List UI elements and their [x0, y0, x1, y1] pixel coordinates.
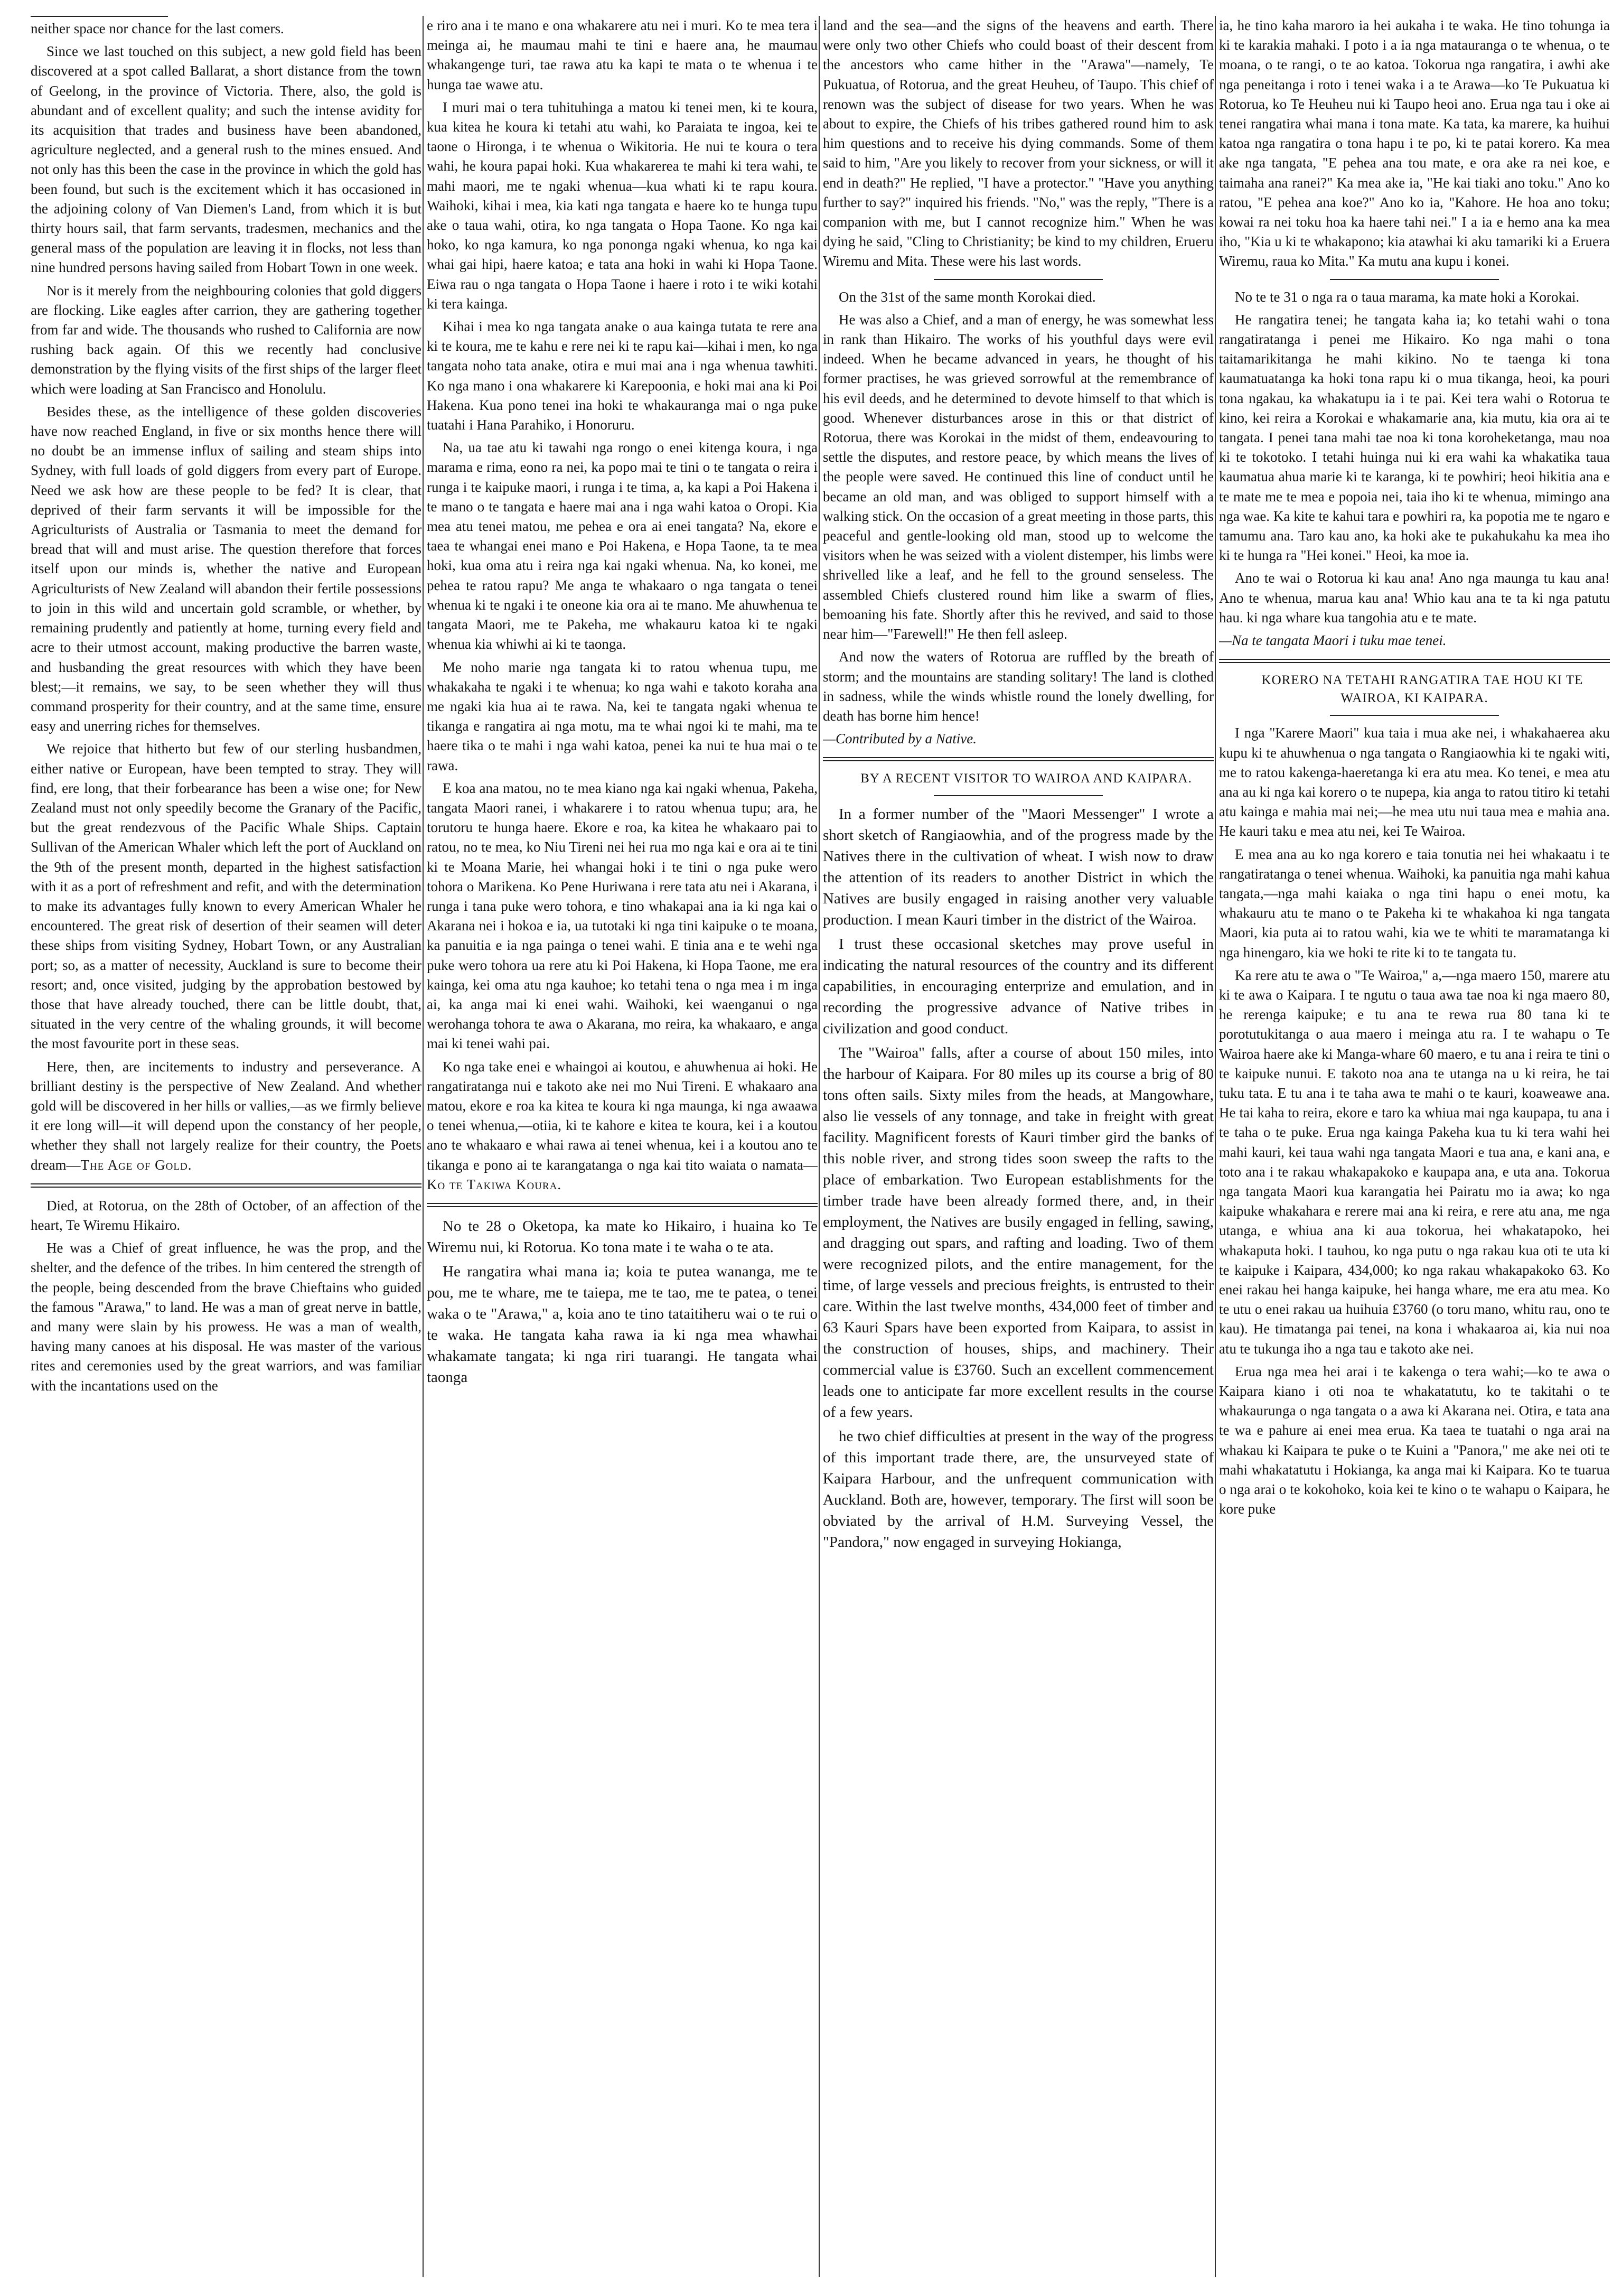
column-rule [819, 16, 820, 2277]
short-rule [934, 795, 1103, 796]
short-rule [1330, 279, 1499, 280]
obituary-heading-text: Died, at Rotorua, on the 28th of October, of an affection of the heart, Te Wiremu Hikairo. [31, 1197, 421, 1233]
article-text: land and the sea—and the signs of the heavens and earth. There were only two other Chiefs who could boast of their descent from the ancestors who came hither in the "Arawa"—namely, Te Pukuatua, of Rotorua, and the great Heuheu, of Taupo. This chief of renown was the subject of disease for two years. When he was about to expire, the Chiefs of his tribes gathered round him to ask him questions and to receive his dying commands. Some of them said to him, "Are you likely to recover from your sickness, or will it end in death?" He replied, "I have a protector." "Have you anything further to say?" inquired his friends. "No," was the reply, "There is a companion with me, but I cannot recognize him." When he was dying he said, "Cling to Christianity; be kind to my children, Erueru Wiremu and Mita. These were his last words. [823, 17, 1214, 269]
article-text: I muri mai o tera tuhituhinga a matou ki tenei men, ki te koura, kua kitea he koura ki tetahi atu wahi, ko Paraiata te ingoa, kei te taone o Hironga, i te whenua o Wikitoria. He nui te koura o tera wahi, he koura papai hoki. Kua whakarerea te mahi ki tera wahi, te mahi maori, me te ngaki whenua—kua whati ki te rapu koura. Waihoki, kihai i mea, kia kati nga tangata e haere ko te hunga tupu ake o taua wahi, otira, ko nga tangata o Hopa Taone. Ko nga kai hoko, ko nga kamura, ko nga pononga ngaki whenua, ko nga kai whai gai hipi, haere katoa; e tata ana hoki in wahi ki Hopa Taone. Eiwa rau o nga tangata o Hopa Taone i haere i roto i te wiki kotahi ki tera kainga. [427, 99, 818, 312]
section-heading: BY A RECENT VISITOR TO WAIROA AND KAIPARA. [860, 771, 1192, 786]
section-heading: KORERO NA TETAHI RANGATIRA TAE HOU KI TE WAIROA, KI KAIPARA. [1261, 673, 1583, 706]
article-text: ia, he tino kaha maroro ia hei aukaha i te waka. He tino tohunga ia ki te karakia mahaki. I poto i a ia nga matauranga o te whenua, o te moana, o te rangi, o te ao katoa. Tokorua nga rangatira, i awhi ake nga peneitanga i roto i tenei waka i a te Arawa—ko Te Pukuatua ki Rotorua, ko Te Heuheu nui ki Taupo heoi ano. Erua nga tau i oke ai tenei rangatira whai mana i tona mate. Ka tata, ka marere, ka huihui katoa nga rangatira o tona hapu i te po, ki te patai korero. Ka mea ake nga tangata, "E pehea ana tou mate, e ora ake ra nei koe, e taimaha ana ranei?" Ka mea ake ia, "He kai tiaki ano toku." Ano ko ratou, "E pehea ana koe?" Ano ko ia, "Kahore. He hoa ano toku; kowai ra nei toku hoa ka haere tahi nei." I a ia e hemo ana ka mea iho, "Kia u ki te whakapono; kia atawhai ki aku tamariki ki a Eruera Wiremu, raua ko Mita." Ka mutu ana kupu i konei. [1219, 17, 1610, 269]
column-4 [1219, 16, 1610, 2277]
section-divider [31, 1183, 421, 1188]
article-text: On the 31st of the same month Korokai died. [839, 288, 1096, 305]
article-text: e riro ana i te mano e ona whakarere atu nei i muri. Ko te mea tera i meinga ai, he maumau mahi te tini e haere ana, he maumau whakangenge turi, tae rawa atu ka kapi te mata o te whenua i te hunga tae wawe atu. [427, 17, 818, 92]
article-text [31, 1057, 421, 1175]
column-2 [427, 16, 818, 2277]
article-text: He was a Chief of great influence, he was the prop, and the shelter, and the defence of the tribes. In him centered the strength of the people, being descended from the brave Chieftains who guided the famous "Arawa," to land. He was a man of great nerve in battle, and many were slain by his prowess. He was a man of wealth, having many canoes at his disposal. He was master of the various rites and ceremonies used by the great warriors, and was familiar with the incantations used on the [31, 1240, 421, 1394]
article-text: Me noho marie nga tangata ki to ratou whenua tupu, me whakakaha te ngaki i te whenua; ko nga wahi e takoto koraha ana me ngaki kia hua ai te rawa. Na, kei te tangata ngaki whenua te tikanga e rangatira ai nga motu, ma te whai ngoi ki te mahi, ma te haere tika o te mahi i nga wahi katoa, penei ka nui te hua mai o te rawa. [427, 659, 818, 773]
article-text: No te te 31 o nga ra o taua marama, ka mate hoki a Korokai. [1235, 288, 1580, 305]
article-text: Nor is it merely from the neighbouring colonies that gold diggers are flocking. Like eagles after carrion, they are gathering together from far and wide. The thousands who rushed to California are now rushing back again. Of this we recently had conclusive demonstration by the flying visits of the first ships of the larger fleet which were loading at San Francisco and Honolulu. [31, 282, 421, 397]
article-text: He was also a Chief, and a man of energy, he was somewhat less in rank than Hikairo. The works of his youthful days were evil indeed. When he became advanced in years, he thought of his former practises, he was grieved sorrowful at the remembrance of his evil deeds, and he determined to devote himself to that which is good. Whenever disturbances arose in this or that district of Rotorua, there was Korokai in the midst of them, endeavouring to settle the disputes, and restore peace, by which means the lives of the people were saved. He continued this line of conduct until he became an old man, and was obliged to support himself with a walking stick. On the occasion of a great meeting in those parts, this peaceful and gentle-looking old man, stood up to welcome the visitors when he was seized with a violent distemper, his limbs were shrivelled like a leaf, and he fell to the ground senseless. The assembled Chiefs clustered round him like a swarm of flies, bemoaning his fate. Shortly after this he revived, and said to those near him—"Farewell!" He then fell asleep. [823, 311, 1214, 642]
article-text: neither space nor chance for the last comers. [31, 21, 284, 36]
column-3 [823, 16, 1214, 2277]
article-signature: Ko te Takiwa Koura. [427, 1176, 562, 1192]
article-text: Na, ua tae atu ki tawahi nga rongo o enei kitenga koura, i nga marama e rima, eono ra nei, ka popo mai te tini o te tangata o reira i runga i te kaipuke maori, i runga i te tima, a, ka kapi a Poi Hakena i te mano o te tangata e haere mai ana i nga wahi katoa o Oropi. Kia mea atu tenei matou, me pehea e ora ai enei tangata? Na, ekore e taea te whangai enei mano e Poi Hakena, e Hopa Taone, ta te mea hoki, kua oma atu i reira nga kai ngaki whenua. Na, ko konei, me pehea te ratou rapu? Me anga te whakaaro o nga tangata o tenei whenua ki te ngaki i te oneone kia ora ai te mano. Me ahuwhenua te tangata Maori, me te Pakeha, me whakauru katoa ki te ngaki whenua kia whiwhi ai ki te taonga. [427, 440, 818, 652]
section-divider [427, 1203, 818, 1207]
article-text-body: Ko nga take enei e whaingoi ai koutou, e ahuwhenua ai hoki. He rangatiratanga nui e takoto ake nei mo Nui Tireni. E whakaaro ana matou, ekore e roa ka kitea te koura ki nga maunga, ki nga awaawa o tenei whenua,—otiia, ki te kahore e kitea te koura, kei i a koutou ano te whakaaro e whai rawa ai tenei whenua, kei i a koutou ano te tikanga e pono ai te karangatanga o nga kai tito waiata o namata— [427, 1058, 818, 1173]
article-signature: —Contributed by a Native. [823, 731, 977, 747]
article-text: He rangatira whai mana ia; koia te putea wananga, me te pou, me te whare, me te taiepa, me te tao, me te patea, o tenei waka o te "Arawa," a, koia ano te tino tataitiheru wai o te rui o te waka. He tangata kaha rawa ia ki nga mea whawhai whakamate tangata; ki nga riri tuarangi. He tangata whai taonga [427, 1263, 818, 1386]
article-text [427, 1057, 818, 1194]
article-text: Ka rere atu te awa o "Te Wairoa," a,—nga maero 150, marere atu ki te awa o Kaipara. I te ngutu o taua awa tae noa ki nga maero 80, he rerenga kaipuke; e tu ana te rewa rua 80 tana ki te porotutukitanga o aua maero i meinga atu ra. I te wahapu o Te Wairoa haere ake ki Manga-whare 60 maero, e tu ana i reira te tini o te kaipuke nunui. E takoto noa ana te utanga na u ki reira, he tai tuku tata. E tu ana i te taha awa te mahi o te kauri, koaweawe ana. He tai kaha to reira, ekore e taro ka whiua mai nga kaupapa, tu ana i te taha o te puke. Erua nga kainga Pakeha kua tu ki tera wahi hei mahi kauri, kei taua wahi nga tangata Maori e tua ana, e kani ana, e toto ana i te rakau whakapakoko e kaupapa ana, e uta ana. Tokorua nga tangata Maori kua karangatia hei Pairatu mo ia awa; ko nga kaipuke whakahara e rerere mai ana ki reira, e rere atu ana, me nga utanga, e whiua ana ki aua tokorua, hei whakatapoko, hei whakaputa hoki. I tauhou, ko nga putu o nga rakau kua oti te uta ki te kaipuke i Kaipara, 434,000; ko nga rakau whakapakoko 63. Ko enei rakau hei hanga kaipuke, hei hanga whare, me era atu mea. Ko te utu o enei rakau ua huihuia £3760 (o toru mano, whitu rau, ono te kau). He timatanga pai tenei, na kona i whakaaroa ai, kia nui noa atu te tukunga iho a nga tau e takoto ake nei. [1219, 967, 1610, 1357]
column-rule [1215, 16, 1216, 2277]
article-text: E mea ana au ko nga korero e taia tonutia nei hei whakaatu i te rangatiratanga o tenei whenua. Waihoki, ka panuitia nga mahi kahua tangata,—nga mahi kaiaka o nga tini hapu o enei motu, ka whakauru atu te mano o te Pakeha ki te whakahoa ki nga tangata Maori, kia puta ai to ratou wahi, kia we te whiti te maramatanga ki nga hinengaro, kia we hoki te rite ki to te tangata tu. [1219, 846, 1610, 960]
short-rule [1330, 715, 1499, 716]
section-divider [823, 757, 1214, 761]
article-text-body: Here, then, are incitements to industry and perseverance. A brilliant destiny is the perspective of New Zealand. And whether gold will be discovered in her hills or vallies,—as we firmly believe it ere long will—it will depend upon the constancy of her people, whether they shall not largely realize for their country, the Poets dream— [31, 1058, 421, 1173]
article-signature: —Na te tangata Maori i tuku mae tenei. [1219, 632, 1447, 649]
article-text: he two chief difficulties at present in the way of the progress of this important trade there, are, the unsurveyed state of Kaipara Harbour, and the unfrequent communication with Auckland. Both are, however, temporary. The first will soon be obviated by the arrival of H.M. Surveying Vessel, the "Pandora," now engaged in surveying Hokianga, [823, 1428, 1214, 1551]
article-text: I nga "Karere Maori" kua taia i mua ake nei, i whakahaerea aku kupu ki te ahuwhenua o nga tangata o Rangiaowhia ki te ngaki witi, me to ratou kakenga-haeretanga ki era atu mea. Ko tenei, e mea atu ana au ki nga kai korero o te nupepa, kia anga to ratou titiro ki tetahi atu kainga e mahia mai nei;—he mea utu nui taua mea e mahia ana. He kauri taku e mea atu nei, kei Te Wairoa. [1219, 725, 1610, 839]
short-rule [934, 279, 1103, 280]
column-1 [31, 16, 421, 2277]
article-text: He rangatira tenei; he tangata kaha ia; ko tetahi wahi o tona rangatiratanga i penei me Hikairo. Ko nga mahi o tona taitamarikitanga he mahi kikino. No te taenga ki tona kaumatuatanga ka hoki tona rapu ki o mua tikanga, heoi, ka pouri tona ngakau, ka whakatupu ia i te pai. Kei tera wahi o Rotorua te kino, kei reira a Korokai e whakamarie ana, kia mutu, kia ora ai te tangata. I penei tana mahi tae noa ki tona koroheketanga, mau noa ki te tokotoko. I tetahi huinga nui ki era wahi ka whakatika taua kaumatua ahua marie ki te karanga, ki te powhiri; heoi hikitia ana e te mate me te mea e popoia nei, taia iho ki te whenua, mimingo ana nga wae. Ka kite te kahui tara e powhiri ra, ka popotia me te ngaro e tamumu ana. Taro kau ano, ka hoki ake te pukahukahu ka mea iho ki te hunga ra "Hei konei." Heoi, ka moe ia. [1219, 311, 1610, 564]
article-text: Kihai i mea ko nga tangata anake o aua kainga tutata te rere ana ki te koura, me te kahu e rere nei ki te rapu kai—kihai i men, ko nga tangata noho tata anake, otira e mui mai ana i nga whenua tawhiti. Ko nga mano i ona whakarere ki Karepoonia, e hoki mai ana ki Poi Hakena. Kua pono tenei ina hoki te whakauranga mai o nga puke tuatahi i Hana Parahiko, i Honoruru. [427, 319, 818, 433]
article-text: The "Wairoa" falls, after a course of about 150 miles, into the harbour of Kaipara. For 80 miles up its course a brig of 80 tons often sails. Sixty miles from the heads, at Mangowhare, also lie vessels of any tonnage, and take in freight with great facility. Magnificent forests of Kauri timber gird the banks of this noble river, and strong tides soon sweep the rafts to the place of embarkation. Two European establishments for the timber trade have been already formed there, and, in their employment, the Natives are busily engaged in felling, sawing, and dragging out spars, and rafting and loading. Two of them were recognized pilots, and the entire management, for the time, of large vessels and precious freights, is entrusted to their care. Within the last twelve months, 434,000 feet of timber and 63 Kauri Spars have been exported from Kaipara, to assist in the construction of houses, ships, and machinery. Their commercial value is £3760. Such an excellent commencement leads one to anticipate far more excellent results in the course of a few years. [823, 1044, 1214, 1421]
article-signature: The Age of Gold. [80, 1156, 192, 1173]
top-rule [31, 16, 168, 17]
column-rule [423, 16, 424, 2277]
article-text: No te 28 o Oketopa, ka mate ko Hikairo, i huaina ko Te Wiremu nui, ki Rotorua. Ko tona mate i te waha o te ata. [427, 1217, 818, 1256]
article-text: E koa ana matou, no te mea kiano nga kai ngaki whenua, Pakeha, tangata Maori ranei, i whakarere i to ratou whenua tupu; ara, he torutoru te hunga haere. Ekore e roa, ka kitea he whakaaro pai to ratou, no te mea, ko Niu Tireni nei hei rua mo nga kai e ora ai te tini ki te Moana Marie, hei whangai hoki i te tini o nga puke wero tohora o Marikena. Ko Pene Huriwana i rere tata atu nei i Akarana, i runga i tana puke wero tohora, e tino whakapai ana ia ki nga kai o Akarana nei i hokoa e ia, ua tutotaki ki nga tini kaipuke o te moana, ka panuitia e ia nga painga o tenei wahi. E tinia ana e te wehi nga puke wero tohora ua rere atu ki Poi Hakena, ki Hopa Taone, me era kainga, kei oma atu nga kauhoe; ko tetahi tena o nga mea i m inga ai, ka anga mai ki enei wahi. Waihoki, kei waenganui o nga werohanga tohora te awa o Akarana, mo reira, ka whakaaro, e anga mai ki tenei wahi pai. [427, 780, 818, 1052]
section-divider [1219, 659, 1610, 663]
article-text: I trust these occasional sketches may prove useful in indicating the natural resources of the country and its different capabilities, in encouraging enterprize and emulation, and in recording the progressive advance of Native tribes in civilization and good conduct. [823, 936, 1214, 1038]
article-text: Ano te wai o Rotorua ki kau ana! Ano nga maunga tu kau ana! Ano te whenua, marua kau ana! Whio kau ana te ta ki nga patutu hau. ki nga whare kua tangohia atu e te mate. [1219, 570, 1610, 626]
article-text: And now the waters of Rotorua are ruffled by the breath of storm; and the mountains are standing solitary! The land is clothed in sadness, while the winds whistle round the lonely dwelling, for death has borne him hence! [823, 649, 1214, 724]
article-text: We rejoice that hitherto but few of our sterling husbandmen, either native or European, have been tempted to stray. They will find, ere long, that their forbearance has been a wise one; for New Zealand must not only speedily become the Granary of the Pacific, but the great rendezvous of the Pacific Whale Ships. Captain Sullivan of the American Whaler which left the port of Auckland on the 9th of the present month, departed in the highest satisfaction with it as a port of refreshment and refit, and with the determination to make its advantages fully known to every American Whaler he encountered. The great risk of desertion of their seamen will deter these ships from visiting Sydney, Hobart Town, or any Australian port; so, as a matter of necessity, Auckland is sure to become their resort; and, once visited, judging by the approbation bestowed by those that have already touched, there can be little doubt, that, situated in the very centre of the whaling grounds, it will become the most favourite port in these seas. [31, 741, 421, 1052]
article-text: Since we last touched on this subject, a new gold field has been discovered at a spot called Ballarat, a short distance from the town of Geelong, in the province of Victoria. There, also, the gold is abundant and of excellent quality; and such the intense avidity for its acquisition that trades and business have been abandoned, agriculture neglected, and a general rush to the mines ensued. And not only has this been the case in the province in which the gold has been found, but such is the excitement which it has occasioned in the adjoining colony of Van Diemen's Land, from which it is but thirty hours sail, that farm servants, tradesmen, mechanics and the general mass of the population are leaving it in flocks, not less than nine hundred persons having sailed from Hobart Town in one week. [31, 43, 421, 276]
article-text: In a former number of the "Maori Messenger" I wrote a short sketch of Rangiaowhia, and of the progress made by the Natives there in the cultivation of wheat. I wish now to draw the attention of its readers to another District in which the Natives are busily engaged in raising another very valuable production. I mean Kauri timber in the district of the Wairoa. [823, 806, 1214, 929]
article-text: Besides these, as the intelligence of these golden discoveries have now reached England, in five or six months hence there will no doubt be an immense influx of sailing and steam ships into Sydney, with full loads of gold diggers from every part of Europe. Need we ask how are these people to be fed? It is clear, that deprived of their farm servants it will be impossible for the Agriculturists of Australia or Tasmania to meet the demand for bread that will and must arise. The question therefore that forces itself upon our minds is, whether the native and European Agriculturists of New Zealand will abandon their fertile possessions to join in this wild and uncertain gold scramble, or whether, by remaining prudently and patiently at home, turning every field and acre to their utmost account, making productive the barren waste, and husbanding the great resources with which they have been blest;—it remains, we say, to be seen whether they will thus command prosperity for their country, and at the same time, ensure easy and unerring riches for themselves. [31, 403, 421, 734]
article-text: Erua nga mea hei arai i te kakenga o tera wahi;—ko te awa o Kaipara kiano i oti noa te whakatatutu, ko te takitahi o te whakaurunga o nga tangata o a awa ki Akarana nei. Otira, e tata ana te wa e pahure ai enei mea erua. Ka taea te tuatahi o nga arai na whakau ki Kaipara te puke o te Kuini a "Panora," me ake nei oti te mahi whakatatutu i Hokianga, ka anga mai ki Kaipara. Ko te tuarua o nga arai o te kokohoko, koia kei te kino o te wahapu o Kaipara, he kore puke [1219, 1363, 1610, 1517]
